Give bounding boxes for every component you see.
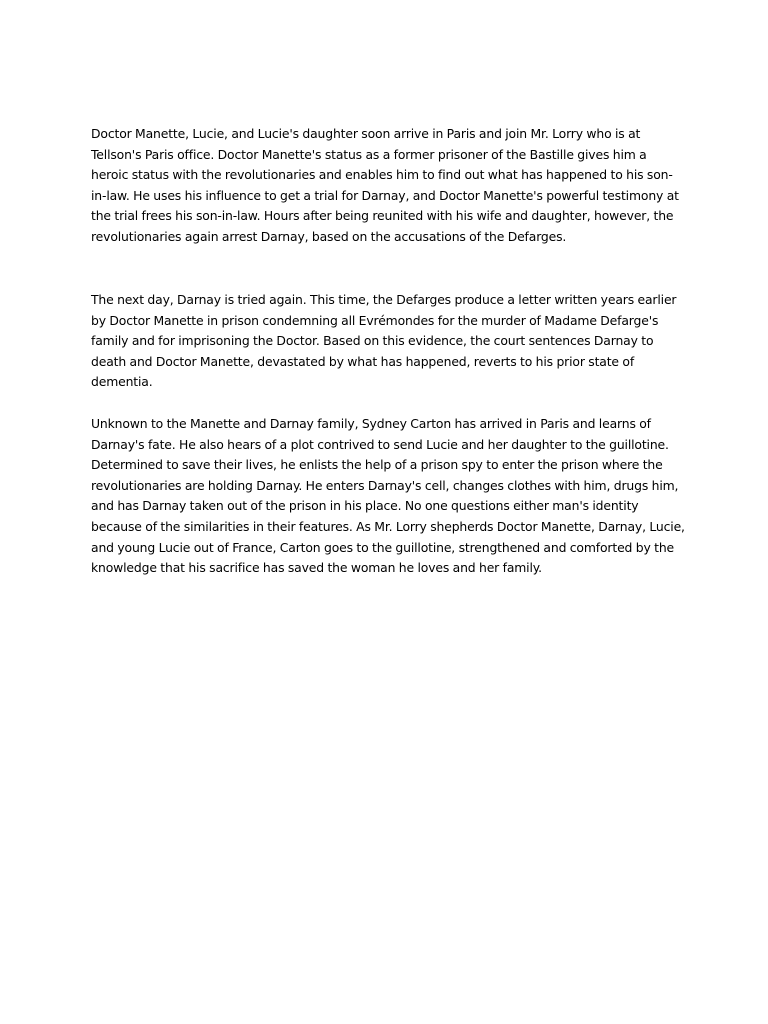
paragraph-2: The next day, Darnay is tried again. This time, the Defarges produce a letter written years earlier by Doctor Manette in prison condemning all Evrémondes for the murder of Madame Defarge's family and for imprisoning the Doctor. Based on this evidence, the court sentences Darnay to death and Doctor Manette, devastated by what has happened, reverts to his prior state of dementia. (91, 292, 677, 390)
paragraph-3: Unknown to the Manette and Darnay family, Sydney Carton has arrived in Paris and learns of Darnay's fate. He also hears of a plot contrived to send Lucie and her daughter to the guillotine. Determined to save their lives, he enlists the help of a prison spy to enter the prison where the revolutionaries are holding Darnay. He enters Darnay's cell, changes clothes with him, drugs him, and has Darnay taken out of the prison in his place. No one questions either man's identity because of the similarities in their features. As Mr. Lorry shepherds Doctor Manette, Darnay, Lucie, and young Lucie out of France, Carton goes to the guillotine, strengthened and comforted by the knowledge that his sacrifice has saved the woman he loves and her family. (91, 416, 685, 576)
paragraph-1: Doctor Manette, Lucie, and Lucie's daughter soon arrive in Paris and join Mr. Lorry who is at Tellson's Paris office. Doctor Manette's status as a former prisoner of the Bastille gives him a heroic status with the revolutionaries and enables him to find out what has happened to his son-in-law. He uses his influence to get a trial for Darnay, and Doctor Manette's powerful testimony at the trial frees his son-in-law. Hours after being reunited with his wife and daughter, however, the revolutionaries again arrest Darnay, based on the accusations of the Defarges. (91, 126, 679, 244)
